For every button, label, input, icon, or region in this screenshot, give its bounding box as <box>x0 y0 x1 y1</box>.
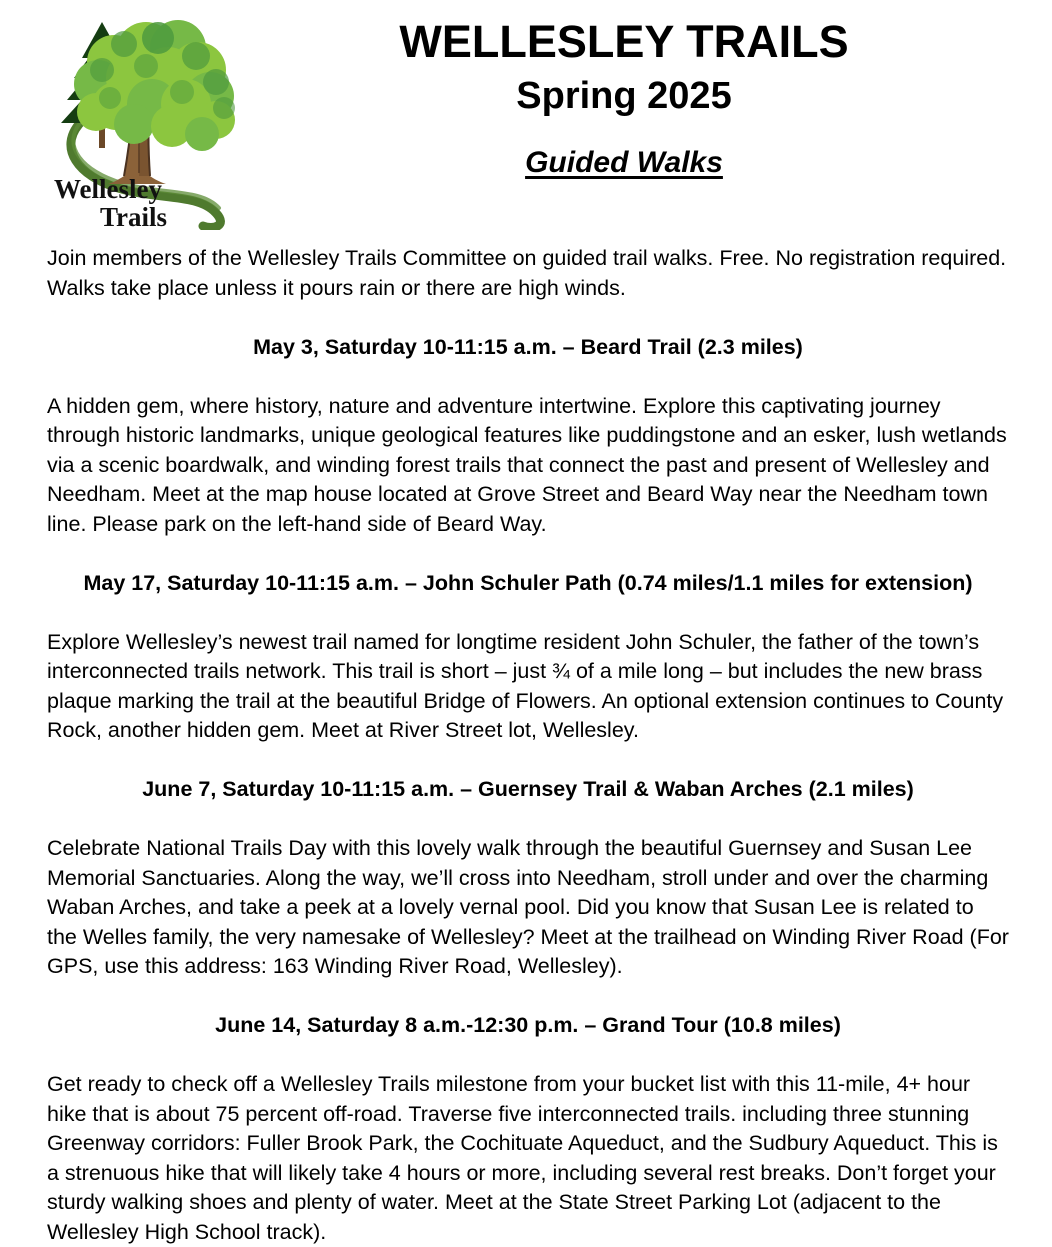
wellesley-trails-logo <box>38 8 254 230</box>
walk-heading-1: May 3, Saturday 10-11:15 a.m. – Beard Trail (2.3 miles) <box>253 334 803 359</box>
walk-heading-2: May 17, Saturday 10-11:15 a.m. – John Schuler Path (0.74 miles/1.1 miles for extension) <box>83 570 973 595</box>
walk-heading-4: June 14, Saturday 8 a.m.-12:30 p.m. – Grand Tour (10.8 miles) <box>215 1013 841 1037</box>
page-title: WELLESLEY TRAILS <box>399 16 849 67</box>
walk-heading-3: June 7, Saturday 10-11:15 a.m. – Guernsey Trail & Waban Arches (2.1 miles) <box>142 777 914 801</box>
page-subtitle: Spring 2025 <box>516 75 732 118</box>
intro-paragraph: Join members of the Wellesley Trails Committee on guided trail walks. Free. No registration required. Walks take place unless it pours rain or there are high winds. <box>47 246 1007 300</box>
walk-description-2: Explore Wellesley’s newest trail named for longtime resident John Schuler, the father of the town’s interconnected trails network. This trail is short – just ¾ of a mile long – but includes the new brass plaque marking the trail at the beautiful Bridge of Flowers. An optional extension continues to County Rock, another hidden gem. Meet at River Street lot, Wellesley. <box>47 629 1004 742</box>
walk-description-1: A hidden gem, where history, nature and adventure intertwine. Explore this captivating journey through historic landmarks, unique geological features like puddingstone and an esker, lush wetlands via a scenic boardwalk, and winding forest trails that connect the past and present of Wellesley and Needham. Meet at the map house located at Grove Street and Beard Way near the Needham town line. Please park on the left-hand side of Beard Way. <box>47 393 1007 536</box>
logo-text-line1: Wellesley <box>54 174 162 204</box>
walk-description-3: Celebrate National Trails Day with this lovely walk through the beautiful Guernsey and Susan Lee Memorial Sanctuaries. Along the way, we’ll cross into Needham, stroll under and over the charming Waban Arches, and take a peek at a lovely vernal pool. Did you know that Susan Lee is related to the Welles family, the very namesake of Wellesley? Meet at the trailhead on Winding River Road (For GPS, use this address: 163 Winding River Road, Wellesley). <box>47 836 1009 978</box>
logo-artwork <box>38 8 254 230</box>
document-header <box>0 0 1052 232</box>
title-block <box>254 16 994 180</box>
walk-description-4: Get ready to check off a Wellesley Trails milestone from your bucket list with this 11-mile, 4+ hour hike that is about 75 percent off-road. Traverse five interconnected trails. including three stunning Greenway corridors: Fuller Brook Park, the Cochituate Aqueduct, and the Sudbury Aqueduct. This is a strenuous hike that will likely take 4 hours or more, including several rest breaks. Don’t forget your sturdy walking shoes and plenty of water. Meet at the State Street Parking Lot (adjacent to the Wellesley High School track). <box>47 1072 998 1244</box>
document-body <box>47 244 1009 1247</box>
logo-text-line2: Trails <box>100 202 167 230</box>
section-title: Guided Walks <box>525 145 723 179</box>
